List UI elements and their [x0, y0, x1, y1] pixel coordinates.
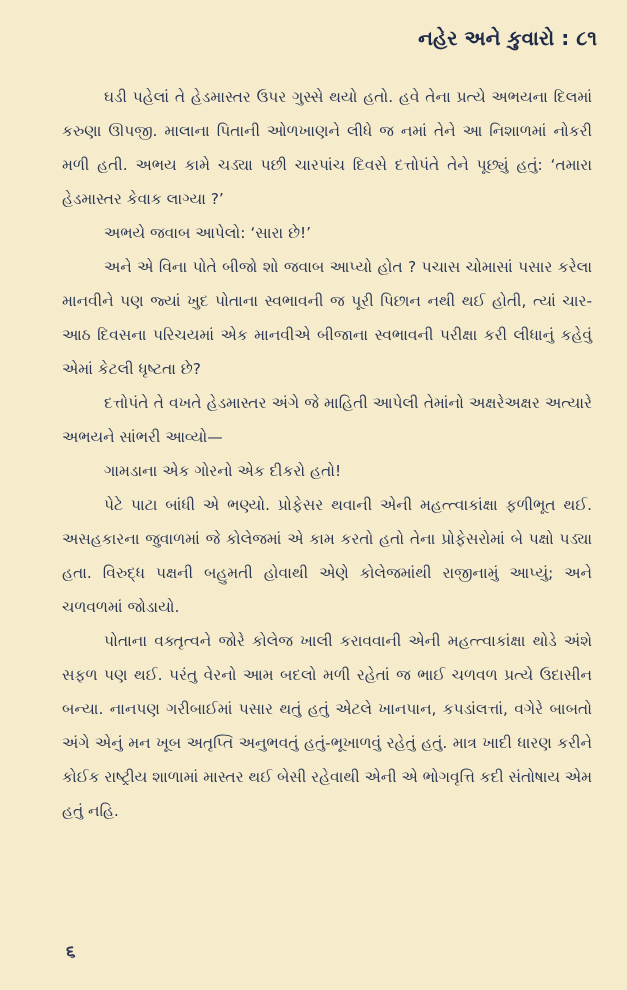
paragraph-6: પેટે પાટા બાંધી એ ભણ્યો. પ્રોફેસર થવાની એની મહત્ત્વાકાંક્ષા ફળીભૂત થઈ. અસહકારના જુવાળમાં જે કોલેજમાં એ કામ કરતો હતો તેના પ્રોફેસરોમાં બે પક્ષો પડ્યા હતા. વિરુદ્ધ પક્ષની બહુમતી હોવાથી એણે કોલેજમાંથી રાજીનામું આપ્યું; અને ચળવળમાં જોડાયો. [62, 496, 592, 616]
running-header: નહેર અને કુવારો : ૮૧ [418, 26, 597, 50]
paragraph-4: દત્તોપંતે તે વખતે હેડમાસ્તર અંગે જે માહિતી આપેલી તેમાંનો અક્ષરેઅક્ષર અત્યારે અભયને સાંભરી આવ્યો— [62, 394, 592, 446]
body-text [62, 80, 592, 828]
paragraph-1: ઘડી પહેલાં તે હેડમાસ્તર ઉપર ગુસ્સે થયો હતો. હવે તેના પ્રત્યે અભયના દિલમાં કરુણા ઊપજી. માલાના પિતાની ઓળખાણને લીધે જ નમાં તેને આ નિશાળમાં નોકરી મળી હતી. અભય કામે ચડ્યા પછી ચારપાંચ દિવસે દત્તોપંતે તેને પૂછ્યું હતું: ‘તમારા હેડમાસ્તર કેવાક લાગ્યા ?’ [62, 88, 592, 208]
paragraph-7: પોતાના વક્તૃત્વને જોરે કોલેજ ખાલી કરાવવાની એની મહત્ત્વાકાંક્ષા થોડે અંશે સફળ પણ થઈ. પરંતુ વેરનો આમ બદલો મળી રહેતાં જ ભાઈ ચળવળ પ્રત્યે ઉદાસીન બન્યા. નાનપણ ગરીબાઈમાં પસાર થતું હતું એટલે ખાનપાન, કપડાંલત્તાં, વગેરે બાબતો અંગે એનું મન ખૂબ અતૃપ્તિ અનુભવતું હતું-ભૂખાળવું રહેતું હતું. માત્ર ખાદી ધારણ કરીને કોઈક રાષ્ટ્રીય શાળામાં માસ્તર થઈ બેસી રહેવાથી એની એ ભોગવૃત્તિ કદી સંતોષાય એમ હતું નહિ. [62, 632, 592, 820]
paragraph-2: અભયે જવાબ આપેલો: ‘સારા છે!’ [104, 224, 312, 242]
paragraph-5: ગામડાના એક ગોરનો એક દીકરો હતો! [104, 462, 342, 480]
signature-mark: ૬ [66, 942, 76, 962]
paragraph-3: અને એ વિના પોતે બીજો શો જવાબ આપ્યો હોત ? પચાસ ચોમાસાં પસાર કરેલા માનવીને પણ જ્યાં ખુદ પોતાના સ્વભાવની જ પૂરી પિછાન નથી થઈ હોતી, ત્યાં ચાર-આઠ દિવસના પરિચયમાં એક માનવીએ બીજાના સ્વભાવની પરીક્ષા કરી લીધાનું કહેવું એમાં કેટલી ધૃષ્ટતા છે? [62, 258, 592, 378]
